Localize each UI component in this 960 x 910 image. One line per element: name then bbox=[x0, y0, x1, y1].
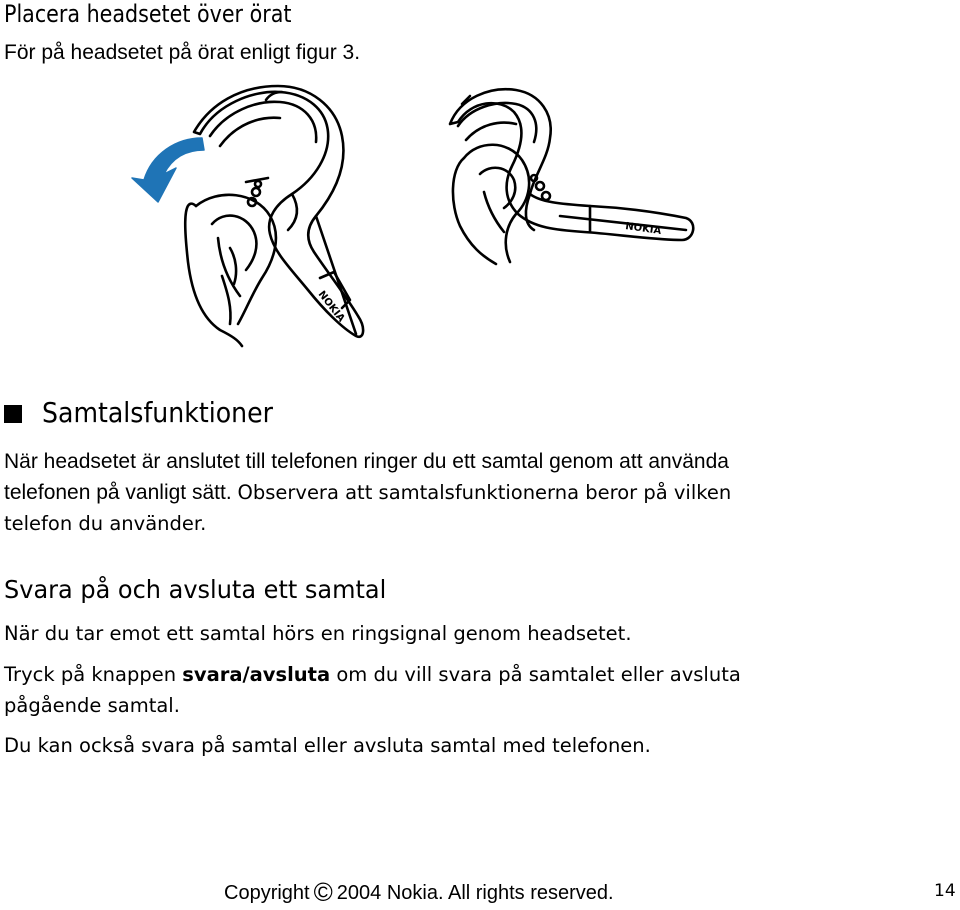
section-paragraph bbox=[4, 446, 731, 539]
right-ear-drawing bbox=[453, 145, 529, 264]
right-brand-label: NOKIA bbox=[624, 221, 662, 237]
paragraph-line-1: När headsetet är anslutet till telefonen ringer du ett samtal genom att använda bbox=[4, 450, 729, 473]
section-title: Samtalsfunktioner bbox=[42, 396, 273, 429]
page-number: 14 bbox=[934, 881, 956, 901]
copyright-word: Copyright bbox=[224, 882, 310, 904]
answer-end-key-label: svara/avsluta bbox=[182, 663, 331, 686]
copyright-text: 2004 Nokia. All rights reserved. bbox=[336, 882, 614, 904]
left-ear-drawing bbox=[185, 195, 276, 346]
section-heading bbox=[4, 396, 299, 430]
right-headset-drawing bbox=[450, 89, 693, 240]
page-heading: Placera headsetet över örat bbox=[4, 0, 292, 28]
intro-text: För på headsetet på örat enligt figur 3. bbox=[4, 41, 361, 64]
left-brand-label: NOKIA bbox=[315, 289, 347, 325]
rotate-arrow-icon bbox=[132, 138, 204, 202]
subsection-title: Svara på och avsluta ett samtal bbox=[4, 575, 387, 604]
subsection-paragraph-2 bbox=[4, 659, 741, 721]
paragraph-line-3: telefon du använder. bbox=[4, 512, 207, 535]
square-bullet-icon bbox=[4, 405, 22, 423]
p2-suffix: om du vill svara på samtalet eller avsluta bbox=[330, 663, 741, 686]
left-headset-drawing bbox=[194, 86, 363, 337]
headset-figure bbox=[120, 84, 710, 354]
subsection-paragraph-1: När du tar emot ett samtal hörs en ringsignal genom headsetet. bbox=[4, 622, 632, 645]
copyright-footer bbox=[224, 876, 614, 907]
subsection-paragraph-3: Du kan också svara på samtal eller avsluta samtal med telefonen. bbox=[4, 734, 651, 757]
paragraph-line-2a: telefonen på vanligt sätt. bbox=[4, 481, 238, 504]
copyright-symbol: © bbox=[313, 877, 333, 907]
p2-prefix: Tryck på knappen bbox=[4, 663, 183, 686]
p2-line-2: pågående samtal. bbox=[4, 694, 180, 717]
paragraph-line-2b: Observera att samtalsfunktionerna beror på vilken bbox=[237, 481, 732, 504]
